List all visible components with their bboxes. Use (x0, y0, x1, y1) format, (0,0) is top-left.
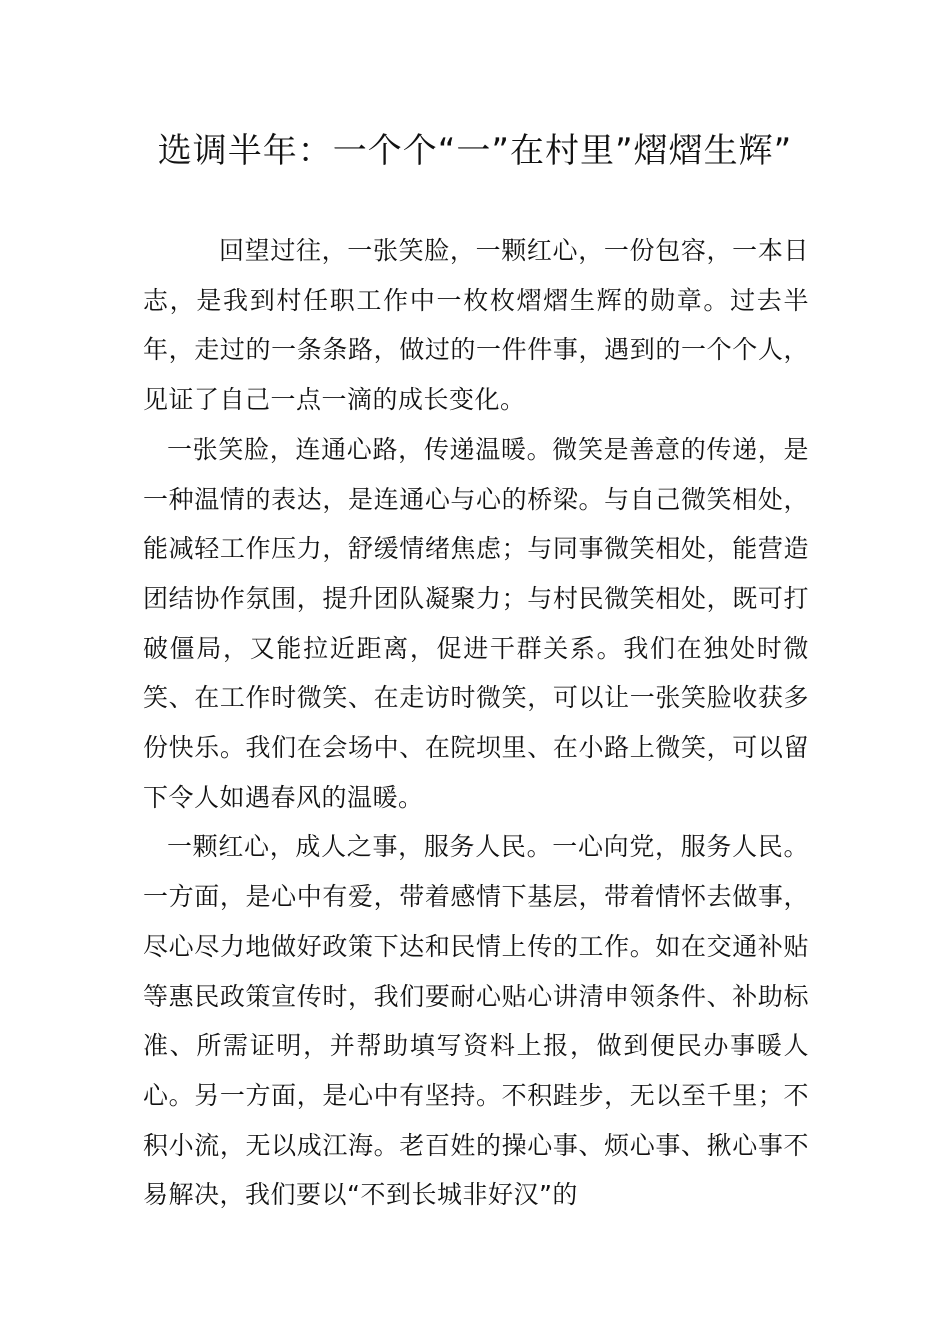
paragraph-smile: 一张笑脸，连通心路，传递温暖。微笑是善意的传递，是一种温情的表达，是连通心与心的桥梁。与自己微笑相处，能减轻工作压力，舒缓情绪焦虑；与同事微笑相处，能营造团结协作氛围，提升团队凝聚力；与村民微笑相处，既可打破僵局，又能拉近距离，促进干群关系。我们在独处时微笑、在工作时微笑、在走访时微笑，可以让一张笑脸收获多份快乐。我们在会场中、在院坝里、在小路上微笑，可以留下令人如遇春风的温暖。 (143, 434, 809, 812)
paragraph-red-heart: 一颗红心，成人之事，服务人民。一心向党，服务人民。一方面，是心中有爱，带着感情下基层，带着情怀去做事，尽心尽力地做好政策下达和民情上传的工作。如在交通补贴等惠民政策宣传时，我们要耐心贴心讲清申领条件、补助标准、所需证明，并帮助填写资料上报，做到便民办事暖人心。另一方面，是心中有坚持。不积跬步，无以至千里；不积小流，无以成江海。老百姓的操心事、烦心事、揪心事不易解决，我们要以“不到长城非好汉”的 (143, 832, 809, 1210)
paragraph-intro: 回望过往，一张笑脸，一颗红心，一份包容，一本日志，是我到村任职工作中一枚枚熠熠生辉的勋章。过去半年，走过的一条条路，做过的一件件事，遇到的一个个人，见证了自己一点一滴的成长变化。 (143, 236, 809, 415)
document-title: 选调半年：一个个“一”在村里”熠熠生辉” (157, 131, 793, 171)
document-body (143, 226, 809, 1220)
